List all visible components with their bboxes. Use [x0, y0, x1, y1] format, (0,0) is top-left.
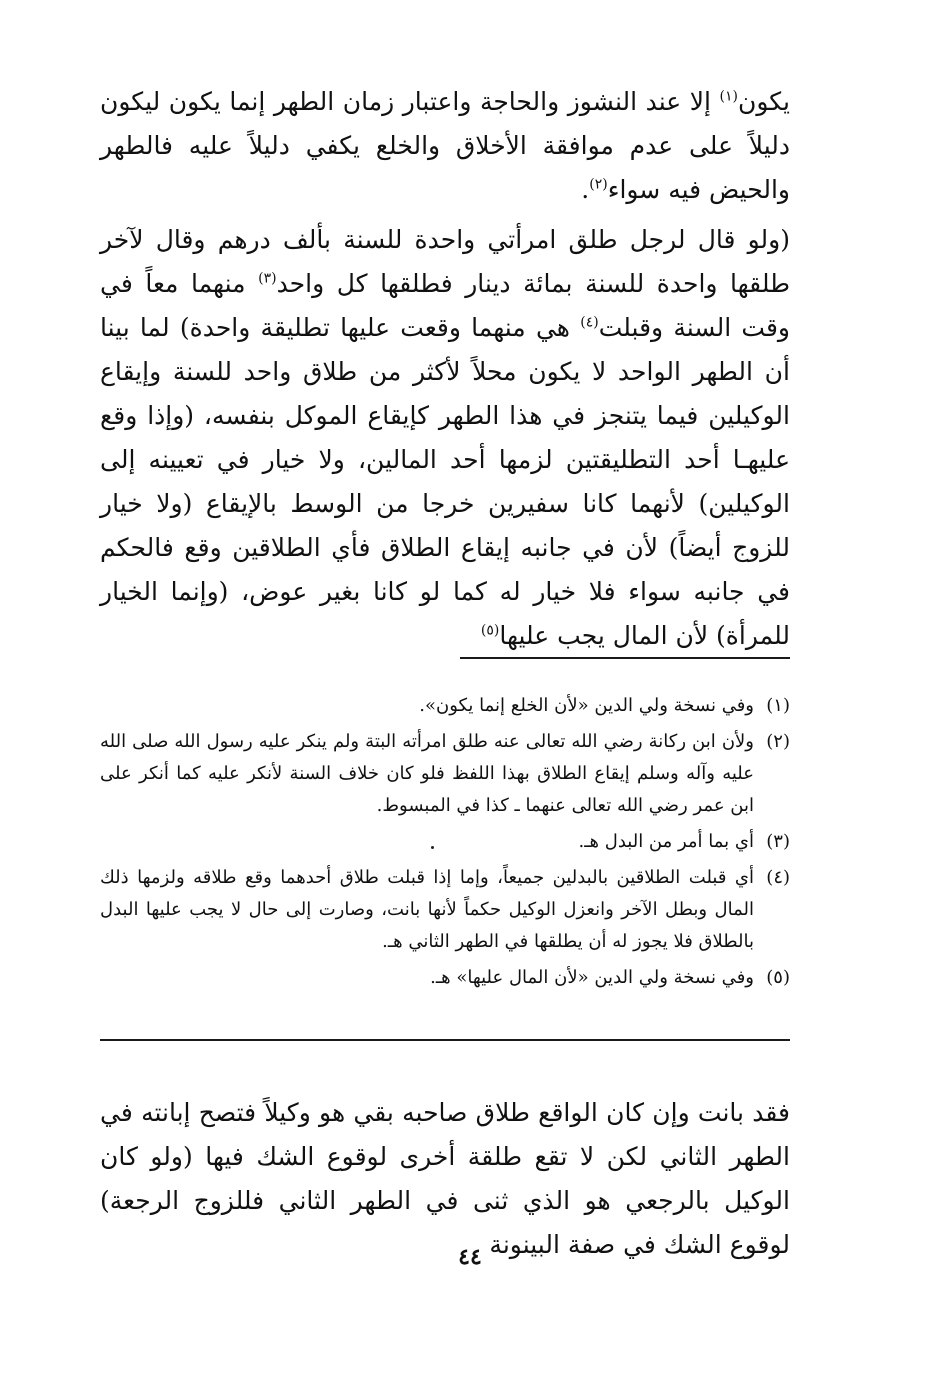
footnotes [100, 690, 790, 998]
footnote-ref-3[interactable]: (٣) [258, 270, 277, 287]
footnote-5-number: (٥) [766, 967, 790, 988]
page-number: ٤٤ [458, 1244, 482, 1270]
continued-text: فقد بانت وإن كان الواقع طلاق صاحبه بقي هو وكيلاً فتصح إبانته في الطهر الثاني لكن لا تقع طلقة أخرى لوقوع الشك فيها (ولو كان الوكيل بالرجعي هو الذي ثنى في الطهر الثاني فللزوج الرجعة) لوقوع الشك في صفة البينونة [100, 1098, 790, 1259]
paragraph-2-text-b: منهما معاً في وقت السنة وقبلت [100, 269, 790, 342]
paragraph-1-text-c: . [581, 175, 590, 204]
footnote-2-text: ولأن ابن ركانة رضي الله تعالى عنه طلق امرأته البتة ولم ينكر عليه رسول الله صلى الله عليه وآله وسلم إيقاع الطلاق بهذا اللفظ فلو كان خلاف السنة لأنكر عليه كما أنكر على ابن عمر رضي الله تعالى عنهما ـ كذا في المبسوط. [100, 731, 754, 816]
paragraph-1 [100, 80, 790, 212]
footnote-5-text: وفي نسخة ولي الدين «لأن المال عليها» هـ. [430, 967, 754, 988]
footnote-2-number: (٢) [766, 731, 790, 752]
footnote-5 [100, 962, 790, 994]
paragraph-2-text-c: هي منهما وقعت عليها تطليقة واحدة) لما بينا أن الطهر الواحد لا يكون محلاً لأكثر من طلاق واحد للسنة وإيقاع الوكيلين فيما يتنجز في هذا الطهر كإيقاع الموكل بنفسه، (وإذا وقع عليهـا أحد التطليقتين لزمها أحد المالين، ولا خيار في تعيينه إلى الوكيلين) لأنهما كانا سفيرين خرجا من الوسط بالإيقاع (ولا خيار للزوج أيضاً) لأن في جانبه إيقاع الطلاق فأي الطلاقين وقع فالحكم في جانبه سواء فلا خيار له كما لو كانا بغير عوض، (وإنما الخيار للمرأة) لأن المال يجب عليها [100, 313, 790, 650]
footnote-2 [100, 726, 790, 822]
section-divider [100, 1039, 790, 1041]
footnote-3 [100, 826, 790, 858]
footnote-3-number: (٣) [766, 831, 790, 852]
footnote-ref-5[interactable]: (٥) [480, 622, 500, 639]
paragraph-1-text-a: يكون [737, 87, 790, 116]
footnote-ref-1[interactable]: (١) [719, 88, 738, 105]
stray-dot-mark [431, 846, 434, 849]
footnote-4-number: (٤) [766, 867, 791, 888]
paragraph-1-text-b: إلا عند النشوز والحاجة واعتبار زمان الطهر إنما يكون ليكون دليلاً على عدم موافقة الأخلاق والخلع يكفي دليلاً عليه فالطهر والحيض فيه سواء [100, 87, 790, 204]
footnote-ref-4[interactable]: (٤) [580, 314, 599, 331]
footnote-4 [100, 862, 790, 958]
footnote-4-text: أي قبلت الطلاقين بالبدلين جميعاً، وإما إذا قبلت طلاق أحدهما وقع طلاقه ولزمها ذلك المال وبطل الآخر وانعزل الوكيل حكماً لأنها بانت، وصارت إلى حال لا يجب عليها البدل بالطلاق فلا يجوز له أن يطلقها في الطهر الثاني هـ. [100, 867, 755, 952]
footnote-1 [100, 690, 790, 722]
footnote-1-number: (١) [766, 695, 790, 716]
paragraph-2-text-a: (ولو قال لرجل طلق امرأتي واحدة للسنة بألف درهم وقال لآخر طلقها واحدة للسنة بمائة دينار فطلقها كل واحد [100, 225, 790, 298]
footnote-divider [460, 657, 790, 659]
footnote-1-text: وفي نسخة ولي الدين «لأن الخلع إنما يكون». [419, 695, 754, 716]
paragraph-2 [100, 218, 790, 658]
footnote-3-text: أي بما أمر من البدل هـ. [578, 831, 754, 852]
main-text [100, 80, 790, 658]
footnote-ref-2[interactable]: (٢) [589, 176, 608, 193]
